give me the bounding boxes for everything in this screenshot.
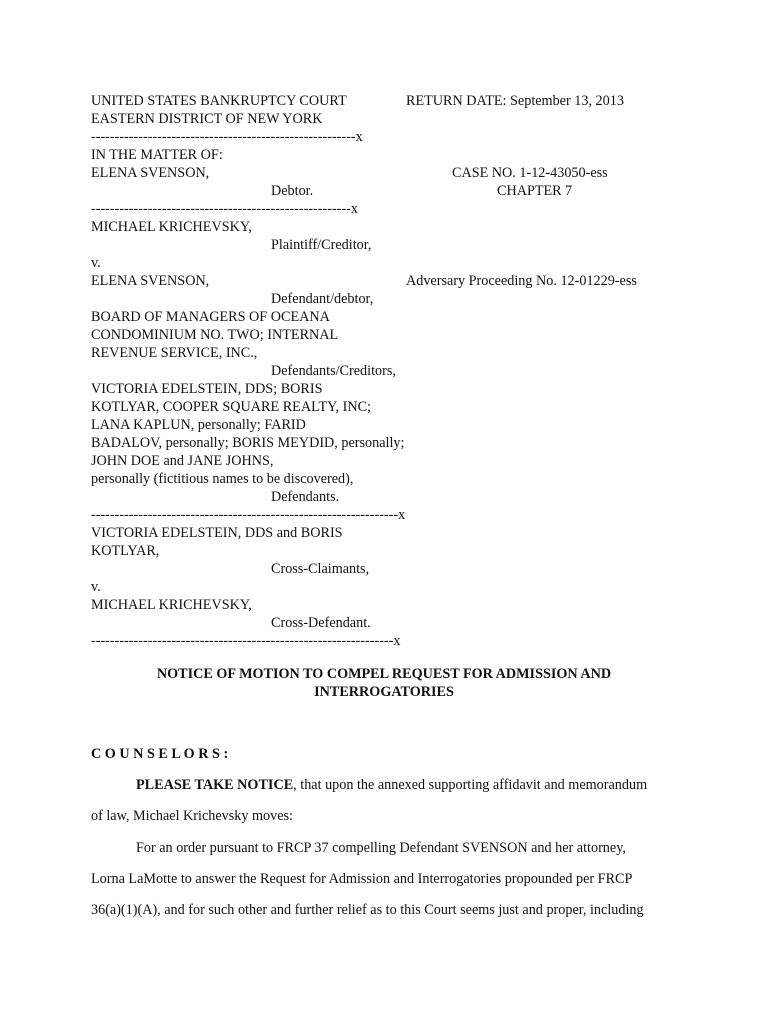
chapter: CHAPTER 7 xyxy=(497,183,573,199)
defendants-line: LANA KAPLUN, personally; FARID xyxy=(91,417,306,433)
document-title-line-2: INTERROGATORIES xyxy=(314,684,454,700)
versus-2: v. xyxy=(91,579,101,595)
defendant-role: Defendant/debtor, xyxy=(271,291,374,307)
debtor-role: Debtor. xyxy=(271,183,314,199)
creditors-line: CONDOMINIUM NO. TWO; INTERNAL xyxy=(91,327,339,343)
notice-paragraph-line-2: of law, Michael Krichevsky moves: xyxy=(91,808,293,824)
divider-3: -----------------------------------------------------------------x xyxy=(91,507,406,523)
defendants-role: Defendants. xyxy=(271,489,340,505)
plaintiff-name: MICHAEL KRICHEVSKY, xyxy=(91,219,252,235)
return-date: RETURN DATE: September 13, 2013 xyxy=(406,93,624,109)
motion-paragraph-line-1: For an order pursuant to FRCP 37 compelling Defendant SVENSON and her attorney, xyxy=(136,840,626,856)
cross-defendant-name: MICHAEL KRICHEVSKY, xyxy=(91,597,252,613)
defendants-line: KOTLYAR, COOPER SQUARE REALTY, INC; xyxy=(91,399,371,415)
divider-4: ----------------------------------------------------------------x xyxy=(91,633,401,649)
cross-claimants-line: KOTLYAR, xyxy=(91,543,160,559)
court-district: EASTERN DISTRICT OF NEW YORK xyxy=(91,111,323,127)
salutation: C O U N S E L O R S : xyxy=(91,746,229,762)
divider-2: -------------------------------------------------------x xyxy=(91,201,358,217)
divider-1: --------------------------------------------------------x xyxy=(91,129,363,145)
cross-defendant-role: Cross-Defendant. xyxy=(271,615,371,631)
matter-intro: IN THE MATTER OF: xyxy=(91,147,223,163)
defendant-name: ELENA SVENSON, xyxy=(91,273,210,289)
case-number: CASE NO. 1-12-43050-ess xyxy=(452,165,608,181)
creditors-line: BOARD OF MANAGERS OF OCEANA xyxy=(91,309,330,325)
defendants-line: VICTORIA EDELSTEIN, DDS; BORIS xyxy=(91,381,323,397)
motion-paragraph-line-3: 36(a)(1)(A), and for such other and further relief as to this Court seems just and proper, including xyxy=(91,902,644,918)
notice-lead: PLEASE TAKE NOTICE xyxy=(136,777,294,793)
debtor-name: ELENA SVENSON, xyxy=(91,165,210,181)
defendants-line: personally (fictitious names to be discovered), xyxy=(91,471,354,487)
cross-claimants-line: VICTORIA EDELSTEIN, DDS and BORIS xyxy=(91,525,343,541)
defendants-line: BADALOV, personally; BORIS MEYDID, personally; xyxy=(91,435,405,451)
creditors-role: Defendants/Creditors, xyxy=(271,363,396,379)
court-name: UNITED STATES BANKRUPTCY COURT xyxy=(91,93,347,109)
notice-rest: , that upon the annexed supporting affidavit and memorandum xyxy=(293,777,648,793)
motion-paragraph-line-2: Lorna LaMotte to answer the Request for Admission and Interrogatories propounded per FRCP xyxy=(91,871,633,887)
creditors-line: REVENUE SERVICE, INC., xyxy=(91,345,258,361)
defendants-line: JOHN DOE and JANE JOHNS, xyxy=(91,453,274,469)
plaintiff-role: Plaintiff/Creditor, xyxy=(271,237,372,253)
versus-1: v. xyxy=(91,255,101,271)
notice-paragraph-line-1 xyxy=(136,777,647,794)
document-title-line-1: NOTICE OF MOTION TO COMPEL REQUEST FOR ADMISSION AND xyxy=(156,666,612,682)
cross-claimants-role: Cross-Claimants, xyxy=(271,561,370,577)
adversary-proceeding-number: Adversary Proceeding No. 12-01229-ess xyxy=(406,273,637,289)
